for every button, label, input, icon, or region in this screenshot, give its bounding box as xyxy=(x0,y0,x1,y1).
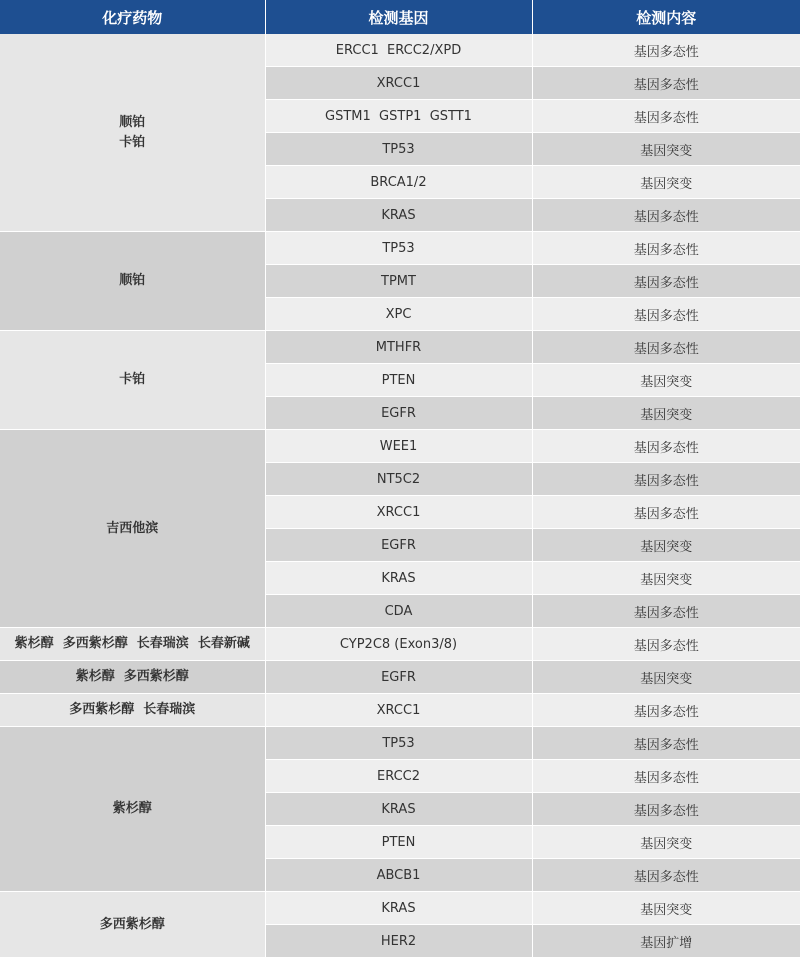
drug-name: 多西紫杉醇 长春瑞滨 xyxy=(69,702,196,717)
gene-cell: EGFR xyxy=(265,661,532,694)
drug-name: 顺铂 xyxy=(119,114,146,130)
gene-cell: TP53 xyxy=(265,133,532,166)
content-cell: 基因多态性 xyxy=(532,232,800,265)
content-cell: 基因突变 xyxy=(532,661,800,694)
drug-cell xyxy=(0,628,265,661)
table-row xyxy=(0,232,800,265)
drug-cell xyxy=(0,892,265,958)
content-cell: 基因多态性 xyxy=(532,595,800,628)
gene-cell: EGFR xyxy=(265,529,532,562)
gene-cell: BRCA1/2 xyxy=(265,166,532,199)
content-cell: 基因多态性 xyxy=(532,265,800,298)
gene-cell: MTHFR xyxy=(265,331,532,364)
drug-cell xyxy=(0,727,265,892)
header-gene: 检测基因 xyxy=(265,0,532,34)
table-row xyxy=(0,892,800,925)
drug-cell xyxy=(0,694,265,727)
gene-cell: CYP2C8 (Exon3/8) xyxy=(265,628,532,661)
gene-cell: PTEN xyxy=(265,826,532,859)
drug-cell xyxy=(0,430,265,628)
gene-cell: TP53 xyxy=(265,727,532,760)
content-cell: 基因多态性 xyxy=(532,694,800,727)
content-cell: 基因多态性 xyxy=(532,760,800,793)
gene-cell: KRAS xyxy=(265,562,532,595)
drug-cell xyxy=(0,661,265,694)
gene-cell: TPMT xyxy=(265,265,532,298)
gene-cell: TP53 xyxy=(265,232,532,265)
drug-name: 卡铂 xyxy=(119,134,146,150)
gene-cell: EGFR xyxy=(265,397,532,430)
content-cell: 基因突变 xyxy=(532,364,800,397)
gene-cell: HER2 xyxy=(265,925,532,958)
content-cell: 基因多态性 xyxy=(532,430,800,463)
gene-cell: ERCC2 xyxy=(265,760,532,793)
drug-name: 紫杉醇 xyxy=(112,801,152,816)
content-cell: 基因多态性 xyxy=(532,100,800,133)
table-header-row xyxy=(0,0,800,34)
content-cell: 基因突变 xyxy=(532,826,800,859)
content-cell: 基因多态性 xyxy=(532,463,800,496)
header-content: 检测内容 xyxy=(532,0,800,34)
table-body xyxy=(0,34,800,958)
content-cell: 基因多态性 xyxy=(532,628,800,661)
content-cell: 基因多态性 xyxy=(532,67,800,100)
gene-cell: KRAS xyxy=(265,199,532,232)
drug-name: 吉西他滨 xyxy=(106,520,159,536)
content-cell: 基因多态性 xyxy=(532,298,800,331)
drug-name: 卡铂 xyxy=(119,372,146,387)
content-cell: 基因突变 xyxy=(532,133,800,166)
gene-cell: ERCC1 ERCC2/XPD xyxy=(265,34,532,67)
table-row xyxy=(0,430,800,463)
gene-cell: NT5C2 xyxy=(265,463,532,496)
table-row xyxy=(0,628,800,661)
content-cell: 基因多态性 xyxy=(532,793,800,826)
drug-name: 紫杉醇 多西紫杉醇 长春瑞滨 长春新碱 xyxy=(14,636,250,651)
gene-cell: ABCB1 xyxy=(265,859,532,892)
drug-name: 顺铂 xyxy=(119,273,146,288)
gene-cell: XRCC1 xyxy=(265,496,532,529)
drug-cell xyxy=(0,232,265,331)
content-cell: 基因多态性 xyxy=(532,199,800,232)
content-cell: 基因多态性 xyxy=(532,34,800,67)
content-cell: 基因突变 xyxy=(532,892,800,925)
table-row xyxy=(0,694,800,727)
drug-cell xyxy=(0,331,265,430)
content-cell: 基因突变 xyxy=(532,166,800,199)
drug-cell xyxy=(0,34,265,232)
header-drug: 化疗药物 xyxy=(0,0,265,34)
gene-cell: KRAS xyxy=(265,793,532,826)
drug-name: 多西紫杉醇 xyxy=(99,916,165,932)
gene-cell: XRCC1 xyxy=(265,67,532,100)
content-cell: 基因扩增 xyxy=(532,925,800,958)
table-row xyxy=(0,331,800,364)
gene-cell: CDA xyxy=(265,595,532,628)
gene-cell: PTEN xyxy=(265,364,532,397)
table-row xyxy=(0,34,800,67)
content-cell: 基因多态性 xyxy=(532,496,800,529)
drug-name: 紫杉醇 多西紫杉醇 xyxy=(75,669,189,684)
gene-cell: WEE1 xyxy=(265,430,532,463)
content-cell: 基因突变 xyxy=(532,397,800,430)
content-cell: 基因多态性 xyxy=(532,859,800,892)
content-cell: 基因多态性 xyxy=(532,727,800,760)
gene-cell: GSTM1 GSTP1 GSTT1 xyxy=(265,100,532,133)
gene-cell: XPC xyxy=(265,298,532,331)
content-cell: 基因突变 xyxy=(532,562,800,595)
gene-cell: XRCC1 xyxy=(265,694,532,727)
table-row xyxy=(0,727,800,760)
table-row xyxy=(0,661,800,694)
gene-cell: KRAS xyxy=(265,892,532,925)
content-cell: 基因突变 xyxy=(532,529,800,562)
content-cell: 基因多态性 xyxy=(532,331,800,364)
